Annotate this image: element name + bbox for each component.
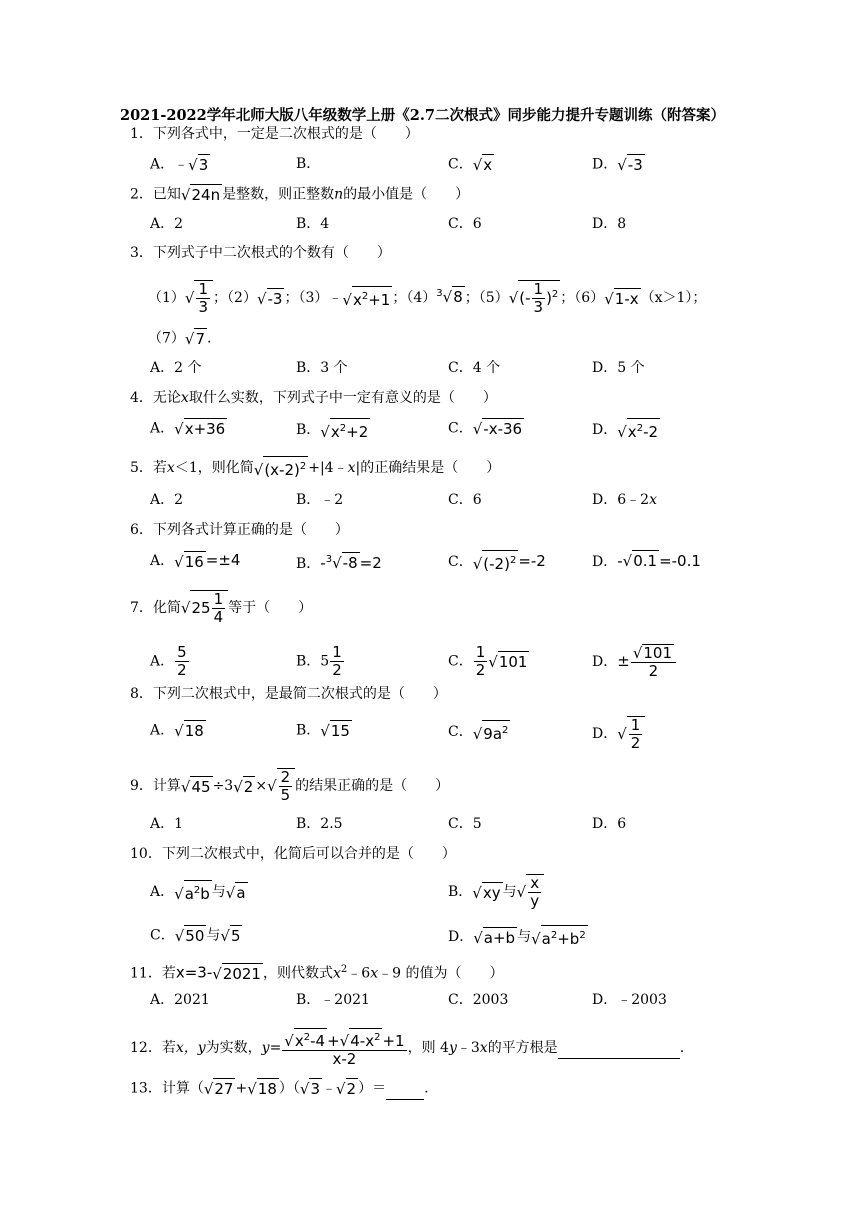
q10-option-a: A．$√a^2b$ 与√a bbox=[150, 880, 248, 904]
question-6: 6．下列各式计算正确的是（ ） bbox=[130, 522, 349, 538]
q6-option-d: D．-√0.1 =-0.1 bbox=[592, 552, 701, 570]
q9-option-a: A．1 bbox=[150, 816, 184, 832]
q11-option-b: B．﹣2021 bbox=[296, 992, 370, 1008]
question-13: 13．计算（√27 +√18 ）（√3 ﹣√2 ）＝ . bbox=[130, 1080, 429, 1098]
question-3-expressions: （1）√ $\frac{1}{3}$ ；（2）√-3 ；$(3)﹣√x^2+1$ ；$(4)^3√8$ ；（5）√(- $\frac{1}{3}$ )$^2$ ；（6）√1-x （x＞1）； bbox=[148, 280, 707, 316]
q1-option-b: B． bbox=[296, 156, 321, 172]
q3-option-b: B．3 个 bbox=[296, 360, 348, 376]
q7-option-b: B．5 $\frac{1}{2}$ bbox=[296, 643, 342, 679]
question-3: 3．下列式子中二次根式的个数有（ ） bbox=[130, 245, 391, 261]
q8-option-d: D．√ $\frac{1}{2}$ bbox=[592, 716, 645, 752]
q9-option-c: C．5 bbox=[448, 816, 482, 832]
q5-option-b: B．﹣2 bbox=[296, 492, 344, 508]
q8-option-b: B．√15 bbox=[296, 722, 350, 740]
q9-option-d: D．6 bbox=[592, 816, 627, 832]
q9-option-b: B．2.5 bbox=[296, 816, 343, 832]
q8-option-a: A．√18 bbox=[150, 722, 204, 740]
question-4: 4．无论x取什么实数，下列式子中一定有意义的是（ ） bbox=[130, 390, 497, 406]
q3-option-d: D．5 个 bbox=[592, 360, 645, 376]
q11-option-d: D．﹣2003 bbox=[592, 992, 667, 1008]
q4-option-c: C．√-x-36 bbox=[448, 420, 523, 438]
q11-option-c: C．2003 bbox=[448, 992, 509, 1008]
question-5: 5．若x＜1，则化简$√(x-2)^2$ +|4﹣x|的正确结果是（ ） bbox=[130, 456, 500, 480]
q7-option-d: D．± $\frac{√101}{2}$ bbox=[592, 644, 677, 680]
q5-option-c: C．6 bbox=[448, 492, 482, 508]
q13-answer-blank[interactable] bbox=[386, 1079, 424, 1100]
q6-option-c: C．$√(-2)^2 =-2$ bbox=[448, 552, 546, 573]
question-11: 11．若x=3-√2021 ，则代数式$x^2﹣6x﹣9$ 的值为（ ） bbox=[130, 963, 504, 984]
q10-option-c: C．√50 与√5 bbox=[150, 927, 241, 945]
question-2: 2．已知√24n 是整数，则正整数n的最小值是（ ） bbox=[130, 186, 470, 204]
q2-option-b: B．4 bbox=[296, 216, 330, 232]
q5-option-a: A．2 bbox=[150, 492, 184, 508]
q2-option-a: A．2 bbox=[150, 216, 184, 232]
q1-option-a: A．﹣√3 bbox=[150, 156, 209, 174]
q6-option-a: A．√16 =±4 bbox=[150, 551, 241, 571]
q2-option-c: C．6 bbox=[448, 216, 482, 232]
q3-option-a: A．2 个 bbox=[150, 360, 202, 376]
question-12: 12．若x，y为实数，y= $\frac{√x^2-4 +√4-x^2 +1}{x-2}$ ，则 4y﹣3x的平方根是 . bbox=[130, 1028, 684, 1068]
q10-option-b: B．√xy 与√ $\frac{x}{y}$ bbox=[448, 874, 544, 910]
question-3-item-7: （7）√7 . bbox=[148, 330, 212, 348]
q5-option-d: D．6﹣2x bbox=[592, 492, 657, 508]
q7-option-c: C． $\frac{1}{2}$ √101 bbox=[448, 643, 528, 679]
q6-option-b: B．-$^3$√-8 =2 bbox=[296, 554, 382, 572]
question-1: 1．下列各式中，一定是二次根式的是（ ） bbox=[130, 126, 419, 142]
q1-option-c: C．√x bbox=[448, 156, 493, 174]
q2-option-d: D．8 bbox=[592, 216, 627, 232]
q10-option-d: D．√a+b 与$√a^2+b^2$ bbox=[448, 925, 588, 949]
page-title: 2021-2022学年北师大版八年级数学上册《2.7二次根式》同步能力提升专题训练（附答案） bbox=[120, 107, 725, 124]
q4-option-b: B．$√x^2+2$ bbox=[296, 418, 370, 442]
q12-answer-blank[interactable] bbox=[558, 1038, 680, 1059]
q8-option-c: C．$√9a^2$ bbox=[448, 720, 510, 744]
question-1-stem: 下列各式中，一定是二次根式的是（ ） bbox=[152, 126, 419, 142]
q1-option-d: D．√-3 bbox=[592, 156, 643, 174]
question-7: 7．化简√25 $\frac{1}{4}$ 等于（ ） bbox=[130, 590, 313, 626]
q4-option-d: D．$√x^2-2$ bbox=[592, 418, 660, 442]
question-10: 10．下列二次根式中，化简后可以合并的是（ ） bbox=[130, 846, 456, 862]
q3-option-c: C．4 个 bbox=[448, 360, 501, 376]
q11-option-a: A．2021 bbox=[150, 992, 210, 1008]
question-8: 8．下列二次根式中，是最简二次根式的是（ ） bbox=[130, 686, 447, 702]
q4-option-a: A．√x+36 bbox=[150, 420, 226, 438]
q7-option-a: A． $\frac{5}{2}$ bbox=[150, 643, 187, 679]
question-9: 9．计算√45 ÷3√2 ×√ $\frac{2}{5}$ 的结果正确的是（ ） bbox=[130, 768, 450, 804]
